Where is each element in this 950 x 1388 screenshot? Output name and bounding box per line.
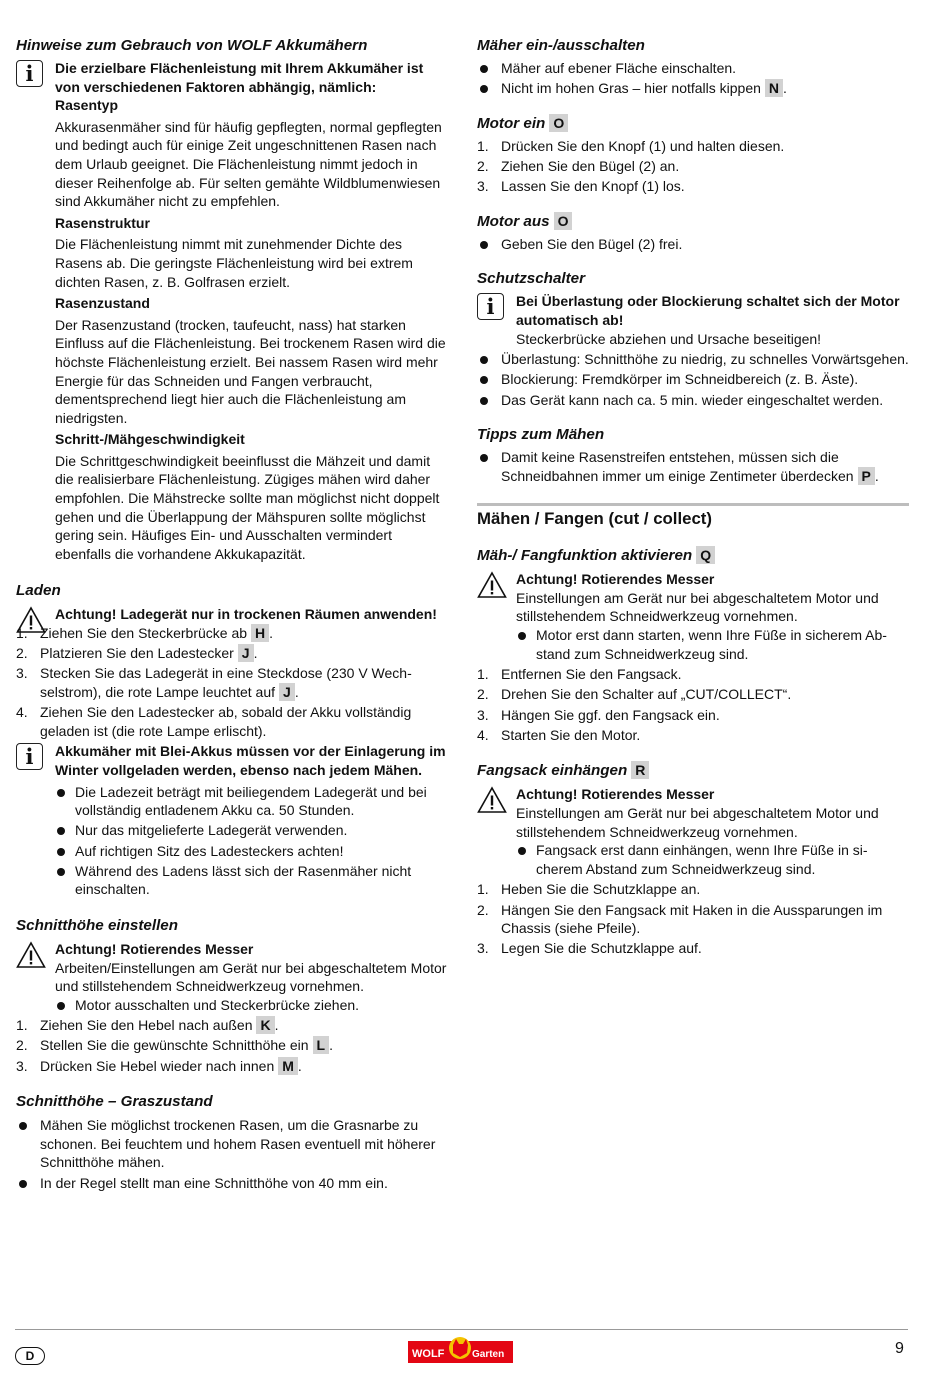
- step-item: [16, 664, 448, 701]
- section-title-maeher: Mäher ein-/ausschalten: [477, 37, 645, 54]
- step-item: [477, 706, 909, 725]
- fangsack-title: Fangsack einhängen: [477, 762, 628, 780]
- logo-garten-text: Garten: [472, 1349, 505, 1360]
- list-item: [477, 79, 909, 98]
- list-item: Überlastung: Schnitthöhe zu niedrig, zu schnelles Vorwärtsgehen.: [477, 350, 909, 369]
- warning-text: Einstellungen am Gerät nur bei abgeschaltetem Motor und stillstehendem Schneidwerkzeug vornehmen.: [516, 589, 879, 625]
- fangsack-steps: [477, 880, 909, 958]
- list-item: Geben Sie den Bügel (2) frei.: [477, 235, 909, 254]
- step-text: Legen Sie die Schutzklappe auf.: [501, 940, 702, 957]
- motor-ein-title: Motor ein: [477, 114, 546, 132]
- info-icon: i: [477, 293, 504, 320]
- info-schutz-bold: Bei Überlastung oder Blockierung schaltet sich der Motor automatisch ab!: [516, 293, 900, 328]
- subsection-title: Rasenstruktur: [55, 214, 150, 231]
- figure-badge: M: [278, 1057, 298, 1075]
- list-item: Nur das mitgelieferte Ladegerät verwenden.: [55, 821, 448, 840]
- step-number: 1.: [477, 666, 489, 683]
- figure-badge: J: [279, 683, 295, 701]
- maeher-bullets: [477, 59, 909, 98]
- schnitt-steps: [16, 1016, 448, 1075]
- step-number: 2.: [477, 686, 489, 703]
- step-text: Heben Sie die Schutzklappe an.: [501, 881, 701, 898]
- subsection-title: Schritt-/Mähgeschwindigkeit: [55, 431, 245, 448]
- step-item: [477, 137, 909, 156]
- section-title-tipps: Tipps zum Mähen: [477, 426, 605, 444]
- list-item: In der Regel stellt man eine Schnitthöhe von 40 mm ein.: [16, 1174, 448, 1193]
- figure-badge: J: [238, 644, 254, 662]
- paragraph: Die Schrittgeschwindigkeit beeinflusst die Mähzeit und damit die realisierbare Flächenleistung. Zügiges mähen wird daher empfohlen. Die Mähstrecke sollte man möglichst nicht doppelt gehen und die Überlappung der Mähspuren sollte möglichst gering sein. Häufiges Ein- und Ausschalten vermindert ebenfalls die vorhandene Akkukapazität.: [55, 452, 440, 562]
- section-title-laden: Laden: [16, 582, 61, 600]
- aktivieren-steps: [477, 665, 909, 744]
- step-item: [16, 1016, 448, 1035]
- warning-box-laden: [16, 605, 448, 624]
- list-item: Während des Ladens lässt sich der Rasenmäher nicht einschalten.: [55, 862, 448, 899]
- warning-title: Achtung! Rotierendes Messer: [516, 786, 715, 803]
- language-badge: D: [15, 1347, 45, 1365]
- step-number: 1.: [16, 625, 28, 642]
- bullet-text: Nicht im hohen Gras – hier notfalls kippen: [501, 80, 761, 97]
- warning-text: Arbeiten/Einstellungen am Gerät nur bei abgeschaltetem Motor und stillstehendem Schneidwerkzeug vornehmen.: [55, 959, 447, 995]
- step-number: 2.: [477, 157, 489, 174]
- step-item: [477, 726, 909, 745]
- section-title-hinweise: Hinweise zum Gebrauch von WOLF Akkumähern: [16, 37, 368, 54]
- page-number: 9: [895, 1340, 904, 1357]
- wolf-garten-logo: [408, 1335, 513, 1365]
- info-box-schutz: [477, 292, 909, 348]
- subsection-title: Rasentyp: [55, 97, 119, 114]
- step-number: 3.: [477, 178, 489, 195]
- list-item: Mähen Sie möglichst trockenen Rasen, um die Grasnarbe zu schonen. Bei feuchtem und hohem Rasen eventuell mit höherer Schnitthöhe mähen.: [16, 1116, 448, 1172]
- section-title-schutz: Schutzschalter: [477, 270, 586, 288]
- info-lead: Die erzielbare Flächenleistung mit Ihrem Akkumäher ist von verschiedenen Faktoren abhängig, nämlich:: [55, 60, 424, 95]
- step-text: Ziehen Sie den Ladestecker ab, sobald der Akku vollständig geladen ist (die rote Lampe erlischt).: [40, 704, 412, 739]
- step-text: Lassen Sie den Knopf (1) los.: [501, 178, 685, 195]
- figure-badge: L: [313, 1036, 330, 1054]
- list-item: Motor ausschalten und Steckerbrücke ziehen.: [55, 996, 448, 1015]
- subsection-title: Rasenzustand: [55, 295, 150, 312]
- section-title-fangsack: [477, 761, 909, 781]
- step-number: 1.: [477, 881, 489, 898]
- paragraph: Akkurasenmäher sind für häufig gepflegten, normal gepflegten und bedingt auch für einige Zeit ungeschnittenen Rasen nach dem Urlaub geeignet. Die Flächenleistung nimmt jedoch in dieser Reihenfolge ab. Für selten gemähte Wildblumenwiesen sind Akkumäher nicht zu empfehlen.: [55, 118, 442, 210]
- info-schutz-text: Steckerbrücke abziehen und Ursache beseitigen!: [516, 330, 822, 347]
- step-text: Ziehen Sie den Bügel (2) an.: [501, 157, 680, 174]
- step-number: 2.: [16, 645, 28, 662]
- info-blei-text: Akkumäher mit Blei-Akkus müssen vor der Einlagerung im Winter vollgeladen werden, ebenso nach jedem Mähen.: [55, 743, 446, 778]
- list-item: Auf richtigen Sitz des Ladesteckers achten!: [55, 842, 448, 861]
- step-text: Entfernen Sie den Fangsack.: [501, 666, 682, 683]
- list-item: Fangsack erst dann einhängen, wenn Ihre Füße in sicherem Abstand zum Schneidwerkzeug sind.: [516, 841, 909, 878]
- figure-badge: N: [765, 79, 783, 97]
- tipps-bullets: [477, 448, 909, 485]
- punct: .: [297, 1057, 302, 1074]
- step-number: 2.: [16, 1037, 28, 1054]
- punct: .: [783, 80, 787, 97]
- punct: .: [294, 684, 299, 700]
- info-box-hinweise: [16, 59, 448, 563]
- warning-bullets: [516, 626, 909, 663]
- warning-box-aktivieren: [477, 570, 909, 663]
- step-item: [477, 685, 909, 704]
- punct: .: [269, 625, 274, 642]
- motor-aus-title: Motor aus: [477, 212, 550, 230]
- section-title-motor-ein: [477, 114, 909, 134]
- warning-icon: [16, 941, 46, 969]
- step-number: 3.: [16, 1057, 28, 1074]
- warning-bullets: [516, 841, 909, 878]
- step-text: Drehen Sie den Schalter auf „CUT/COLLECT“.: [501, 686, 792, 703]
- step-number: 3.: [477, 706, 489, 723]
- figure-badge: R: [631, 761, 649, 779]
- warning-title: Achtung! Rotierendes Messer: [55, 940, 254, 957]
- figure-badge: H: [251, 624, 269, 642]
- section-title-aktivieren: [477, 546, 909, 566]
- warning-icon: [477, 786, 507, 814]
- motor-aus-bullets: [477, 235, 909, 254]
- step-text: Stecken Sie das Ladegerät in eine Steckdose (230 V Wechselstrom), die rote Lampe leuchtet auf: [40, 665, 412, 700]
- step-number: 3.: [16, 665, 28, 682]
- step-text: Platzieren Sie den Ladestecker: [40, 645, 234, 662]
- step-item: [477, 880, 909, 899]
- figure-badge: K: [256, 1016, 274, 1034]
- tipps-text: Damit keine Rasenstreifen entstehen, müssen sich die Schneidbahnen immer um einige Zentimeter überdecken: [501, 449, 854, 484]
- info-icon: i: [16, 743, 43, 770]
- section-title-graszustand: Schnitthöhe – Graszustand: [16, 1093, 213, 1111]
- figure-badge: Q: [696, 546, 715, 564]
- punct: .: [874, 467, 879, 484]
- warning-box-fangsack: [477, 785, 909, 878]
- step-item: [477, 665, 909, 684]
- list-item: Die Ladezeit beträgt mit beiliegendem Ladegerät und bei vollständig entladenem Akku ca. 50 Stunden.: [55, 783, 448, 820]
- step-number: 3.: [477, 940, 489, 957]
- left-column: [16, 36, 448, 1194]
- hinweise-sections: [55, 96, 448, 563]
- paragraph: Der Rasenzustand (trocken, taufeucht, nass) hat starken Einfluss auf die Flächenleistung. Bei trockenem Rasen wird die höchste Flächenleistung erzielt. Bei nassem Rasen wird mehr Energie für das Schneiden und Fangen verbraucht, dementsprechend liegt hier auch die Flächenleistung am niedrigsten.: [55, 316, 446, 426]
- warning-bullets: [55, 996, 448, 1015]
- bullet-text: Mäher auf ebener Fläche einschalten.: [501, 60, 737, 76]
- section-title-motor-aus: [477, 212, 909, 232]
- step-item: [16, 624, 448, 643]
- step-number: 1.: [477, 137, 489, 154]
- punct: .: [329, 1037, 333, 1054]
- step-number: 2.: [477, 901, 489, 918]
- step-text: Ziehen Sie den Hebel nach außen: [40, 1017, 253, 1034]
- paragraph: Die Flächenleistung nimmt mit zunehmender Dichte des Rasens ab. Die geringste Flächenleistung wird bei extrem dichten Rasen, z. B. Golfrasen erzielt.: [55, 236, 413, 290]
- warning-title: Achtung! Rotierendes Messer: [516, 571, 715, 588]
- aktivieren-title: Mäh-/ Fangfunktion aktivieren: [477, 547, 693, 565]
- figure-badge: P: [858, 467, 875, 485]
- step-text: Hängen Sie den Fangsack mit Haken in die Aussparungen im Chassis (siehe Pfeile).: [501, 901, 883, 937]
- warning-box-schnitthoehe: [16, 940, 448, 1014]
- step-text: Drücken Sie Hebel wieder nach innen: [40, 1057, 275, 1074]
- step-item: [16, 1057, 448, 1076]
- warning-text: Einstellungen am Gerät nur bei abgeschaltetem Motor und stillstehendem Schneidwerkzeug vornehmen.: [516, 805, 879, 840]
- step-item: [16, 703, 448, 740]
- step-item: [477, 939, 909, 958]
- schutz-bullets: [477, 350, 909, 409]
- list-item: Das Gerät kann nach ca. 5 min. wieder eingeschaltet werden.: [477, 391, 909, 410]
- step-text: Ziehen Sie den Steckerbrücke ab: [40, 625, 248, 642]
- motor-ein-steps: [477, 137, 909, 196]
- warning-icon: [477, 571, 507, 599]
- figure-badge: O: [549, 114, 568, 132]
- footer-divider: [15, 1329, 908, 1330]
- info-box-blei: [16, 742, 448, 899]
- step-number: 1.: [16, 1017, 28, 1034]
- step-text: Drücken Sie den Knopf (1) und halten diesen.: [501, 137, 785, 154]
- step-item: [477, 901, 909, 938]
- step-item: [16, 1036, 448, 1055]
- laden-steps: [16, 624, 448, 740]
- list-item: [477, 448, 909, 485]
- step-number: 4.: [16, 704, 28, 721]
- right-column: [477, 36, 909, 960]
- gras-bullets: [16, 1116, 448, 1192]
- step-text: Hängen Sie ggf. den Fangsack ein.: [501, 706, 720, 723]
- info-icon: i: [16, 60, 43, 87]
- section-divider: [477, 503, 909, 506]
- laden-bullets: [55, 783, 448, 899]
- punct: .: [253, 645, 258, 662]
- step-item: [16, 644, 448, 663]
- list-item: Blockierung: Fremdkörper im Schneidbereich (z. B. Äste).: [477, 370, 909, 389]
- list-item: Motor erst dann starten, wenn Ihre Füße in sicherem Abstand zum Schneidwerkzeug sind.: [516, 626, 909, 663]
- warning-text-laden: Achtung! Ladegerät nur in trockenen Räumen anwenden!: [55, 606, 437, 623]
- step-text: Starten Sie den Motor.: [501, 726, 641, 743]
- step-item: [477, 177, 909, 196]
- step-item: [477, 157, 909, 176]
- logo-wolf-text: WOLF: [412, 1348, 445, 1360]
- section-title-schnitthoehe: Schnitthöhe einstellen: [16, 916, 179, 934]
- step-text: Stellen Sie die gewünschte Schnitthöhe ein: [40, 1037, 309, 1054]
- list-item: [477, 59, 909, 78]
- punct: .: [274, 1017, 279, 1034]
- step-number: 4.: [477, 726, 489, 743]
- section-title-maehen-fangen: Mähen / Fangen (cut / collect): [477, 509, 712, 529]
- figure-badge: O: [554, 212, 573, 230]
